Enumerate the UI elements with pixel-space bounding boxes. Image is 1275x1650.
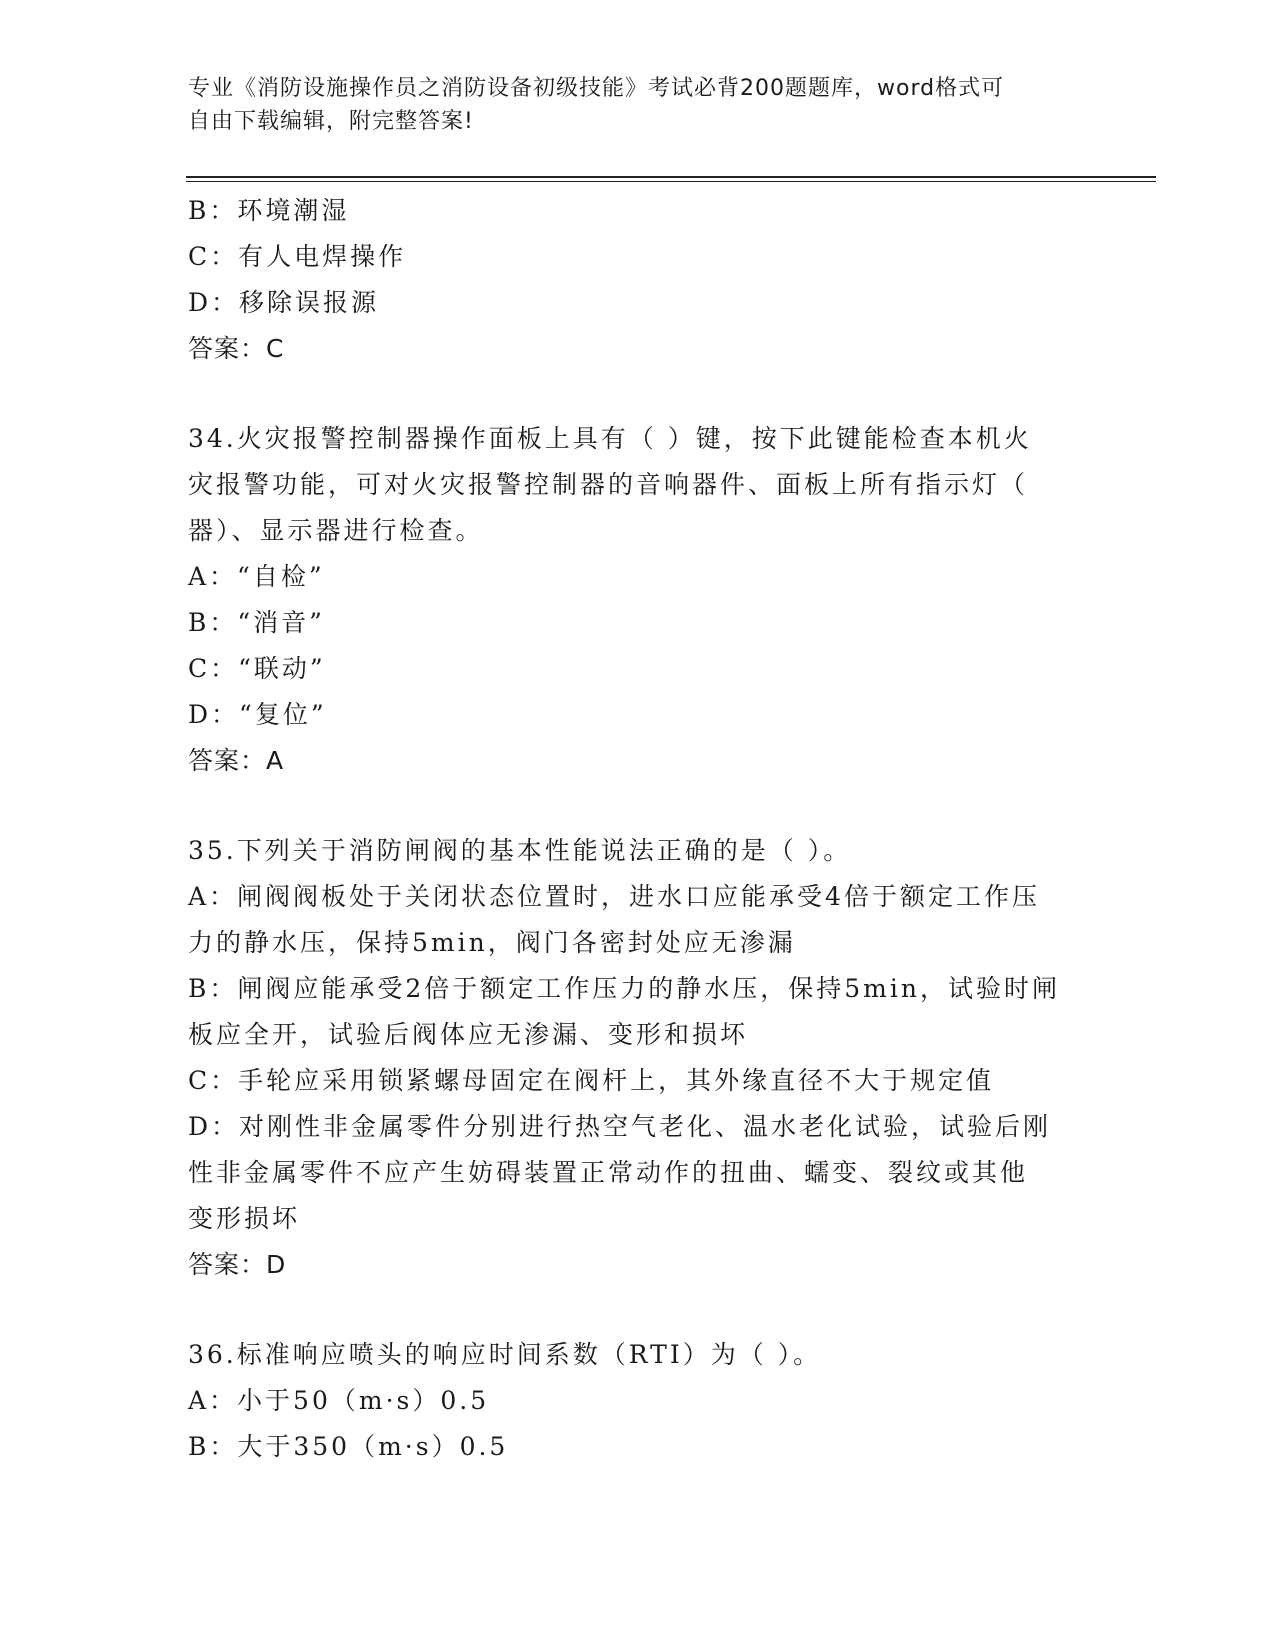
option-b: B：环境潮湿: [188, 196, 350, 225]
question-stem: 35.下列关于消防闸阀的基本性能说法正确的是（ ）。: [188, 836, 852, 865]
header-divider-thin: [186, 181, 1156, 182]
spacer: [188, 372, 1088, 416]
option-b-cont: 板应全开，试验后阀体应无渗漏、变形和损坏: [188, 1020, 749, 1049]
option-b: B：闸阀应能承受2倍于额定工作压力的静水压，保持5min，试验时闸: [188, 974, 1060, 1003]
option-c: C：有人电焊操作: [188, 242, 407, 271]
header-divider: [186, 176, 1156, 178]
answer-line: 答案：D: [188, 1250, 287, 1279]
question-body: [188, 188, 1088, 1470]
question-stem: 器）、显示器进行检查。: [188, 516, 484, 545]
option-d-cont: 性非金属零件不应产生妨碍装置正常动作的扭曲、蠕变、裂纹或其他: [188, 1158, 1029, 1187]
option-c: C：“联动”: [188, 654, 326, 683]
question-34: [188, 416, 1088, 784]
spacer: [188, 784, 1088, 828]
question-stem: 36.标准响应喷头的响应时间系数（RTI）为（ ）。: [188, 1340, 822, 1369]
question-stem: 34.火灾报警控制器操作面板上具有（ ）键，按下此键能检查本机火: [188, 424, 1032, 453]
option-b: B：大于350（m·s）0.5: [188, 1432, 509, 1461]
option-d: D：移除误报源: [188, 288, 380, 317]
option-d-cont: 变形损坏: [188, 1204, 301, 1233]
header-line: 自由下载编辑，附完整答案!: [188, 109, 474, 134]
question-36: [188, 1332, 1088, 1470]
prev-question-block: [188, 188, 1088, 372]
option-a: A：小于50（m·s）0.5: [188, 1386, 490, 1415]
spacer: [188, 1288, 1088, 1332]
option-d: D：“复位”: [188, 700, 327, 729]
option-d: D：对刚性非金属零件分别进行热空气老化、温水老化试验，试验后刚: [188, 1112, 1052, 1141]
question-35: [188, 828, 1088, 1288]
option-b: B：“消音”: [188, 608, 325, 637]
option-a: A：“自检”: [188, 562, 325, 591]
option-a-cont: 力的静水压，保持5min，阀门各密封处应无渗漏: [188, 928, 796, 957]
option-a: A：闸阀阀板处于关闭状态位置时，进水口应能承受4倍于额定工作压: [188, 882, 1040, 911]
answer-line: 答案：A: [188, 746, 285, 775]
document-header: [188, 72, 1068, 138]
answer-line: 答案：C: [188, 334, 285, 363]
question-stem: 灾报警功能，可对火灾报警控制器的音响器件、面板上所有指示灯（: [188, 470, 1029, 499]
option-c: C：手轮应采用锁紧螺母固定在阀杆上，其外缘直径不大于规定值: [188, 1066, 995, 1095]
header-line: 专业《消防设施操作员之消防设备初级技能》考试必背200题题库，word格式可: [188, 76, 1005, 101]
